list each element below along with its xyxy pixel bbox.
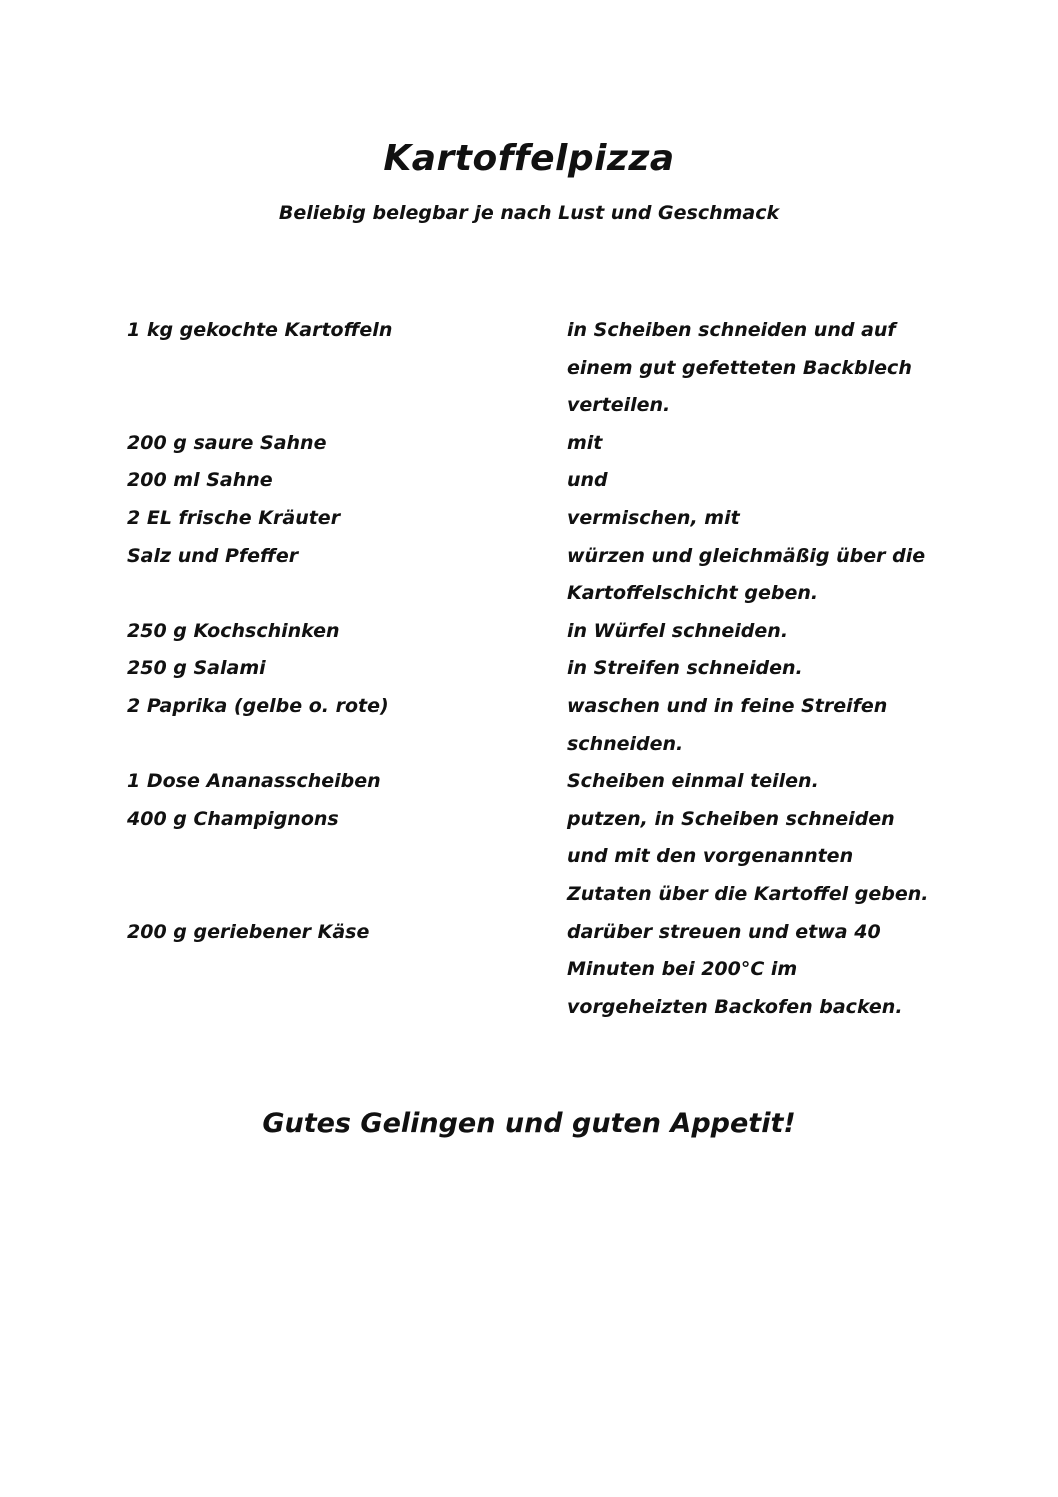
instruction-text: einem gut gefetteten Backblech — [567, 356, 912, 379]
ingredient-text: 400 g Champignons — [127, 807, 339, 830]
recipe-row — [127, 989, 947, 1027]
recipe-row — [127, 350, 947, 388]
ingredient-text: 200 g geriebener Käse — [127, 920, 370, 943]
ingredient-text: 250 g Salami — [127, 657, 266, 680]
recipe-row — [127, 462, 947, 500]
ingredient-text: 2 EL frische Kräuter — [127, 506, 341, 529]
recipe-row — [127, 650, 947, 688]
recipe-table — [127, 312, 947, 1026]
ingredient-text: 1 kg gekochte Kartoffeln — [127, 319, 393, 341]
recipe-row — [127, 575, 947, 613]
instruction-text: darüber streuen und etwa 40 — [567, 920, 881, 943]
ingredient-text — [127, 989, 567, 1027]
instruction-text: mit — [567, 431, 603, 454]
recipe-row — [127, 312, 947, 350]
recipe-row — [127, 801, 947, 839]
ingredient-text — [127, 575, 567, 613]
recipe-row — [127, 425, 947, 463]
ingredient-text: Salz und Pfeffer — [127, 544, 299, 567]
instruction-text: Minuten bei 200°C im — [567, 958, 798, 981]
instruction-text: vermischen, mit — [567, 506, 740, 529]
ingredient-text: 200 ml Sahne — [127, 469, 273, 492]
instruction-text: Zutaten über die Kartoffel geben. — [567, 882, 929, 905]
instruction-text: schneiden. — [567, 732, 684, 755]
page-title: Kartoffelpizza — [383, 138, 675, 179]
recipe-row — [127, 387, 947, 425]
ingredient-text: 1 Dose Ananasscheiben — [127, 770, 381, 793]
instruction-text: in Würfel schneiden. — [567, 619, 789, 642]
recipe-row — [127, 688, 947, 726]
recipe-row — [127, 876, 947, 914]
instruction-text: Kartoffelschicht geben. — [567, 582, 819, 605]
instruction-text: würzen und gleichmäßig über die — [567, 544, 926, 567]
instruction-text: vorgeheizten Backofen backen. — [567, 995, 903, 1018]
instruction-text: waschen und in feine Streifen — [567, 694, 888, 717]
recipe-row — [127, 726, 947, 764]
recipe-row — [127, 951, 947, 989]
instruction-text: in Streifen schneiden. — [567, 657, 803, 680]
recipe-row — [127, 914, 947, 952]
ingredient-text — [127, 726, 567, 764]
page-subtitle: Beliebig belegbar je nach Lust und Geschmack — [278, 202, 780, 224]
ingredient-text — [127, 387, 567, 425]
closing-line: Gutes Gelingen und guten Appetit! — [262, 1108, 796, 1139]
ingredient-text — [127, 350, 567, 388]
recipe-row — [127, 500, 947, 538]
instruction-text: und mit den vorgenannten — [567, 845, 854, 868]
instruction-text: Scheiben einmal teilen. — [567, 770, 819, 793]
ingredient-text: 250 g Kochschinken — [127, 619, 340, 642]
instruction-text: verteilen. — [567, 394, 671, 417]
recipe-row — [127, 838, 947, 876]
instruction-text: in Scheiben schneiden und auf — [567, 319, 896, 341]
recipe-row — [127, 538, 947, 576]
ingredient-text: 2 Paprika (gelbe o. rote) — [127, 694, 389, 717]
ingredient-text — [127, 838, 567, 876]
instruction-text: putzen, in Scheiben schneiden — [567, 807, 895, 830]
instruction-text: und — [567, 469, 608, 492]
recipe-row — [127, 763, 947, 801]
recipe-row — [127, 613, 947, 651]
ingredient-text — [127, 951, 567, 989]
ingredient-text: 200 g saure Sahne — [127, 431, 327, 454]
ingredient-text — [127, 876, 567, 914]
